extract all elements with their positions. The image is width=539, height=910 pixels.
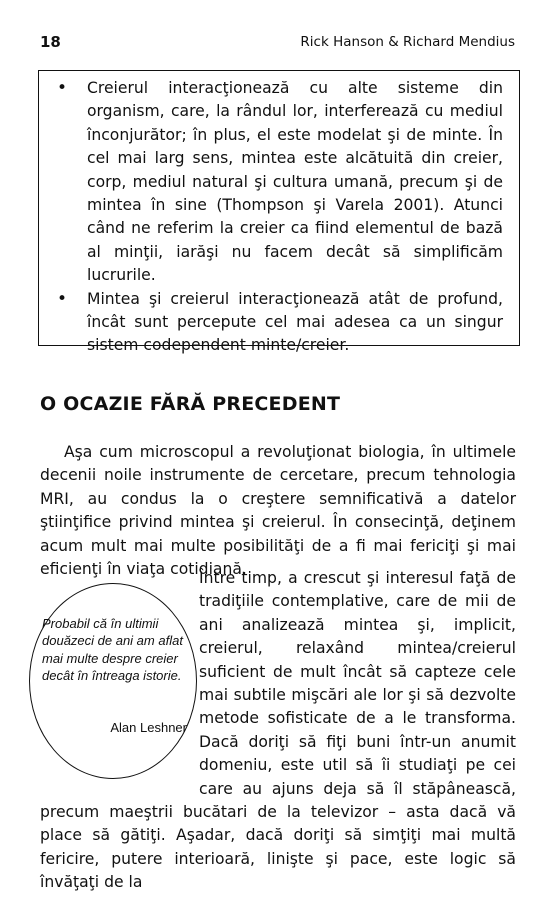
list-item-text: Creierul interacţionează cu alte sisteme din organism, care, la rândul lor, interferează cu mediul înconjurător; în plus, el este modelat şi de minte. În cel mai larg sens, mintea este alcătuită din creier, corp, mediul natural şi cultura umană, precum şi de mintea în sine (Thompson şi Varela 2001). Atunci când ne referim la creier ca fiind elementul de bază al minţii, iarăşi nu facem decât să simplificăm lucrurile.	[87, 79, 503, 285]
list-item	[39, 77, 519, 288]
pull-quote	[29, 583, 197, 779]
paragraph-text: Între timp, a crescut şi interesul faţă de tradiţiile contemplative, care de mii de ani analizează mintea şi, implicit, creierul, relaxând mintea/creierul suficient de mult încât să capteze cele mai subtile mişcări ale lor şi să dezvolte metode sofisticate de a le transforma. Dacă doriţi să fiţi buni într-un anumit domeniu, este util să îi studiaţi pe cei care au ajuns deja să îl stăpânească, precum maeştrii bucătari de la televizor – asta dacă vă place să gătiţi. Aşadar, dacă doriţi să simţiţi mai multă fericire, putere interioară, linişte şi pace, este logic să învăţaţi de la	[40, 569, 516, 892]
pull-quote-text: Probabil că în ultimii douăzeci de ani am aflat mai multe despre creier decât în întreaga istorie.	[42, 616, 183, 684]
bullet-icon: •	[57, 288, 68, 309]
bullet-list	[39, 77, 519, 358]
list-item-text: Mintea şi creierul interacţionează atât de profund, încât sunt percepute cel mai adesea ca un singur sistem codependent minte/creier.	[87, 289, 503, 355]
section-heading: O OCAZIE FĂRĂ PRECEDENT	[40, 393, 341, 415]
pull-quote-author: Alan Leshner	[110, 720, 187, 735]
bullet-icon: •	[57, 78, 68, 98]
paragraph: Aşa cum microscopul a revoluţionat biologia, în ultimele decenii noile instrumente de cercetare, precum tehnologia MRI, au condus la o creştere semnificativă a datelor ştiinţifice privind mintea şi creierul. În consecinţă, deţinem acum mult mai multe posibilităţi de a fi mai fericiţi şi mai eficienţi în viaţa cotidiană.	[40, 443, 516, 579]
running-head: Rick Hanson & Richard Mendius	[300, 34, 515, 50]
page-number: 18	[40, 33, 61, 51]
list-item	[39, 288, 519, 358]
boxed-list	[38, 70, 520, 355]
